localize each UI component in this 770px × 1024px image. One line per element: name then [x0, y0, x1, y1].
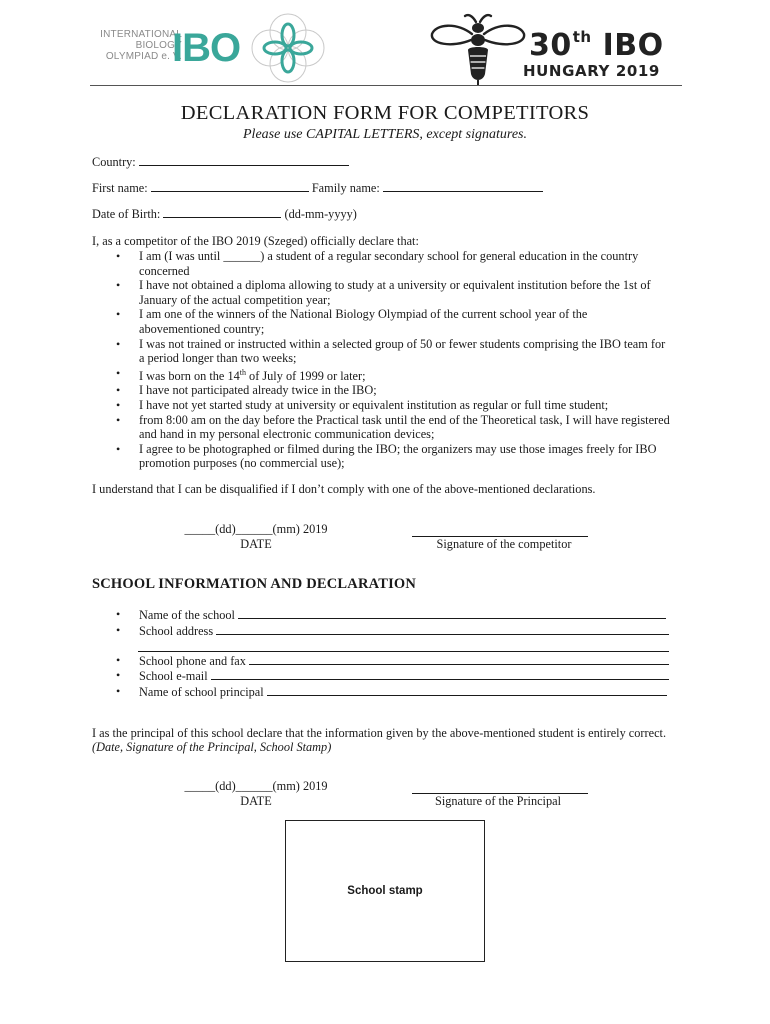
list-item [92, 442, 692, 471]
principal-signature-label: Signature of the Principal [434, 794, 561, 808]
list-item [92, 307, 692, 336]
competitor-date-label: DATE [240, 537, 272, 551]
ibo-logo-text: IBO [172, 26, 241, 70]
country-label: Country: [92, 155, 136, 169]
list-item [92, 668, 692, 684]
declaration-line: abovementioned country; [139, 321, 265, 336]
dob-line[interactable] [163, 206, 281, 218]
list-item [92, 383, 692, 398]
event-suffix: th [572, 28, 592, 46]
first-name-label: First name: [92, 181, 148, 195]
school-phone-label: School phone and fax [139, 653, 246, 668]
declaration-line: • I was not trained or instructed within a selected group of 50 or fewer students comprising the IBO team for [139, 336, 666, 351]
declaration-line: • I have not yet started study at university or equivalent institution as regular or full time student; [139, 398, 609, 413]
competitor-signature-label: Signature of the competitor [436, 537, 572, 551]
declaration-line: • from 8:00 am on the day before the Practical task until the end of the Theoretical task, I will have registered [139, 412, 670, 427]
list-item [92, 278, 692, 307]
intro-text: I, as a competitor of the IBO 2019 (Szeged) officially declare that: [92, 234, 419, 248]
list-item [92, 249, 692, 278]
declaration-line: • I have not obtained a diploma allowing to study at a university or equivalent institution before the 1st of [139, 278, 651, 293]
competitor-date-line[interactable]: _____(dd)______(mm) 2019 [184, 522, 328, 536]
org-name-line3: OLYMPIAD e. V. [105, 51, 182, 62]
country-line[interactable] [139, 154, 349, 166]
school-phone-line[interactable] [249, 653, 669, 665]
declaration-line: • I am one of the winners of the National Biology Olympiad of the current school year of the [139, 307, 588, 322]
declaration-line [139, 366, 692, 384]
list-item [92, 398, 692, 413]
birth-pre: I was born on the 14 [139, 368, 240, 383]
declaration-list [92, 249, 692, 471]
school-email-label: School e-mail [139, 669, 208, 684]
dob-label: Date of Birth: [92, 207, 161, 221]
principal-hint: (Date, Signature of the Principal, School Stamp) [92, 740, 332, 754]
school-address-label: School address [139, 623, 214, 638]
school-stamp-label: School stamp [347, 885, 423, 897]
ibo-flower-logo-icon [248, 10, 328, 86]
school-email-line[interactable] [211, 668, 669, 680]
org-name [92, 29, 182, 62]
event-number: 30 [529, 28, 572, 63]
school-name-label: Name of the school [139, 608, 235, 622]
family-name-label: Family name: [311, 181, 380, 195]
disqualify-note: I understand that I can be disqualified if I don’t comply with one of the above-mentioned declarations. [92, 482, 596, 496]
list-item [92, 413, 692, 442]
first-name-line[interactable] [151, 180, 309, 192]
principal-name-line[interactable] [267, 684, 667, 696]
list-item [92, 684, 692, 700]
form-title: DECLARATION FORM FOR COMPETITORS [180, 102, 590, 124]
declaration-line: • I agree to be photographed or filmed during the IBO; the organizers may use those images freely for IBO [139, 441, 657, 456]
dob-format: (dd-mm-yyyy) [284, 207, 357, 221]
list-item [92, 653, 692, 669]
school-name-line[interactable] [238, 607, 666, 619]
declaration-line: concerned [139, 263, 190, 278]
family-name-line[interactable] [383, 180, 543, 192]
event-name: IBO [602, 28, 664, 63]
birth-post: of July of 1999 or later; [245, 368, 366, 383]
declaration-line: • I have not participated already twice in the IBO; [139, 383, 377, 398]
name-fields [92, 180, 543, 196]
event-location: HUNGARY 2019 [523, 62, 660, 80]
dob-field [92, 206, 357, 222]
principal-name-label: Name of school principal [139, 684, 264, 699]
org-name-line1: INTERNATIONAL [100, 29, 182, 40]
declaration-line: promotion purposes (no commercial use); [139, 456, 345, 471]
list-item [92, 337, 692, 366]
list-item [92, 607, 692, 623]
principal-date-line[interactable]: _____(dd)______(mm) 2019 [184, 779, 328, 793]
org-name-line2: BIOLOGY [135, 40, 182, 51]
school-address-line-2[interactable] [138, 651, 669, 652]
header-divider [90, 85, 682, 86]
list-item [92, 366, 692, 384]
ibo-30th-title [529, 28, 664, 63]
declaration-line: a period longer than two weeks; [139, 351, 297, 366]
birth-sup: th [239, 367, 246, 377]
declaration-line: January of the actual competition year; [139, 292, 331, 307]
school-address-line[interactable] [216, 623, 669, 635]
school-section-heading: SCHOOL INFORMATION AND DECLARATION [92, 576, 417, 592]
country-field[interactable] [92, 154, 349, 170]
form-subtitle: Please use CAPITAL LETTERS, except signatures. [243, 127, 527, 142]
list-item [92, 623, 692, 639]
bee-logo-icon [428, 10, 528, 86]
principal-statement: I as the principal of this school declare that the information given by the above-mentioned student is entirely correct. [92, 726, 667, 740]
principal-date-label: DATE [240, 794, 272, 808]
school-info-list [92, 607, 692, 700]
declaration-line: and hand in my personal electronic communication devices; [139, 427, 435, 442]
declaration-line: • I am (I was until ______) a student of a regular secondary school for general education in the country [139, 249, 639, 263]
